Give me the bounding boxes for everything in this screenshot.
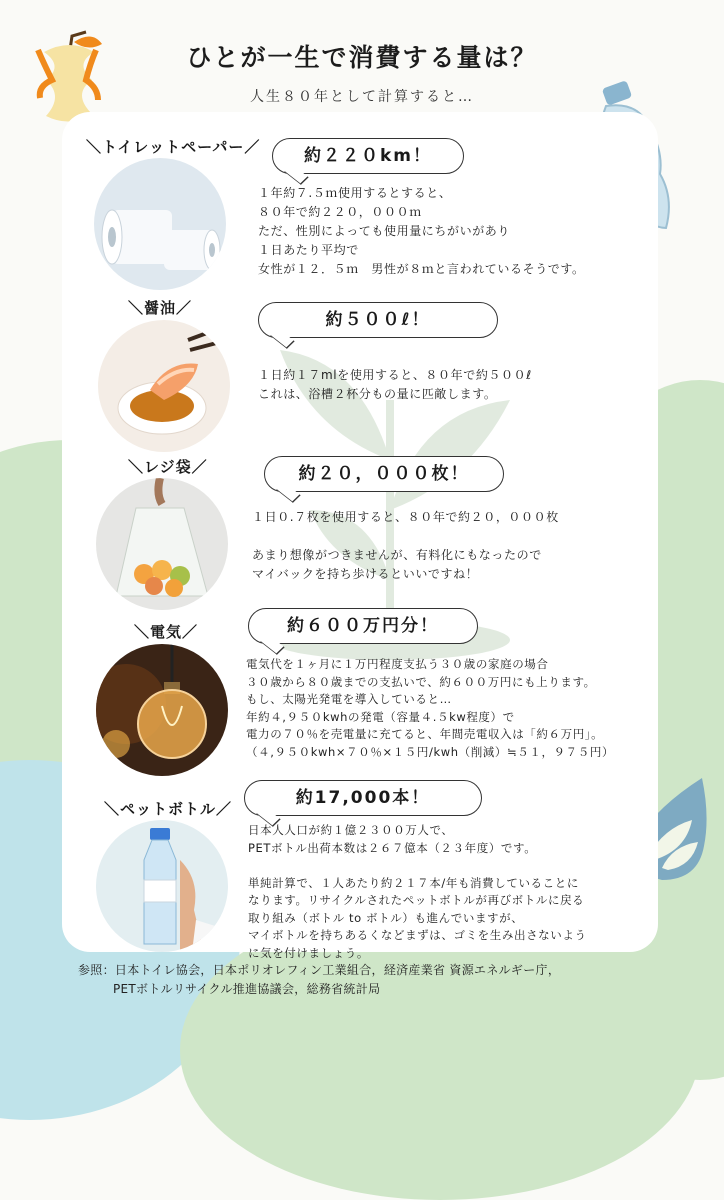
section-body-pet-bottle: 日本人人口が約１億２３００万人で、 PETボトル出荷本数は２６７億本（２３年度）です。 単純計算で、１人あたり約２１７本/年も消費していることに なります。リサイクルされたペットボトルが再びボトルに戻る 取り組み（ボトル to ボトル）も進んでいますが、 マイボトルを持ちあるくなどまずは、ゴミを生み出さないよう に気を付けましょう。 (248, 823, 587, 960)
soy-sauce-photo (98, 320, 230, 452)
headline-bubble-pet-bottle (244, 780, 482, 816)
references (78, 961, 560, 999)
headline-text: 約２２０km！ (303, 146, 433, 166)
headline-text: 約２０，０００枚！ (298, 464, 470, 484)
section-label-toilet-paper: ＼トイレットペーパー／ (86, 138, 261, 156)
headline-text: 約17,000本！ (295, 788, 431, 808)
page-title: ひとが一生で消費する量は？ (186, 43, 538, 72)
headline-bubble-electricity (248, 608, 478, 644)
section-label-pet-bottle: ＼ペットボトル／ (104, 800, 233, 818)
page-subtitle: 人生８０年として計算すると… (250, 89, 474, 105)
references-line-2: PETボトルリサイクル推進協議会，総務省統計局 (113, 982, 381, 996)
section-body-plastic-bag: １日０.７枚を使用すると、８０年で約２０，０００枚 あまり想像がつきませんが、有料化にもなったので マイバックを持ち歩けるといいですね！ (252, 510, 559, 581)
section-label-electricity: ＼電気／ (134, 623, 199, 641)
section-label-plastic-bag: ＼レジ袋／ (128, 458, 208, 476)
section-body-electricity: 電気代を１ヶ月に１万円程度支払う３０歳の家庭の場合 ３０歳から８０歳までの支払いで、約６００万円にも上ります。 もし、太陽光発電を導入していると… 年約４,９５０kwhの発電（容量４.５kw程度）で 電力の７０％を売電量に充てると、年間売電収入は「約６万円」。 （４,９５０kwh×７０％×１５円/kwh（削減）≒５１，９７５円） (246, 657, 615, 759)
toilet-paper-photo (94, 158, 226, 290)
headline-bubble-toilet-paper (272, 138, 464, 174)
light-bulb-photo (96, 644, 228, 776)
section-body-soy-sauce: １日約１７mlを使用すると、８０年で約５００ℓ これは、浴槽２杯分もの量に匹敵します。 (258, 368, 532, 401)
headline-bubble-plastic-bag (264, 456, 504, 492)
references-line-1: 参照：日本トイレ協会，日本ポリオレフィン工業組合，経済産業省 資源エネルギー庁， (78, 963, 561, 977)
section-label-soy-sauce: ＼醤油／ (128, 299, 193, 317)
pet-bottle-photo (96, 820, 228, 952)
headline-text: 約５００ℓ！ (325, 310, 431, 330)
headline-bubble-soy-sauce (258, 302, 498, 338)
plastic-bag-photo (96, 478, 228, 610)
headline-text: 約６００万円分！ (287, 616, 439, 636)
section-body-toilet-paper: １年約７.５ｍ使用するとすると、 ８０年で約２２０，０００ｍ ただ、性別によっても使用量にちがいがあり １日あたり平均で 女性が１２．５ｍ 男性が８ｍと言われているそうです。 (258, 186, 585, 276)
